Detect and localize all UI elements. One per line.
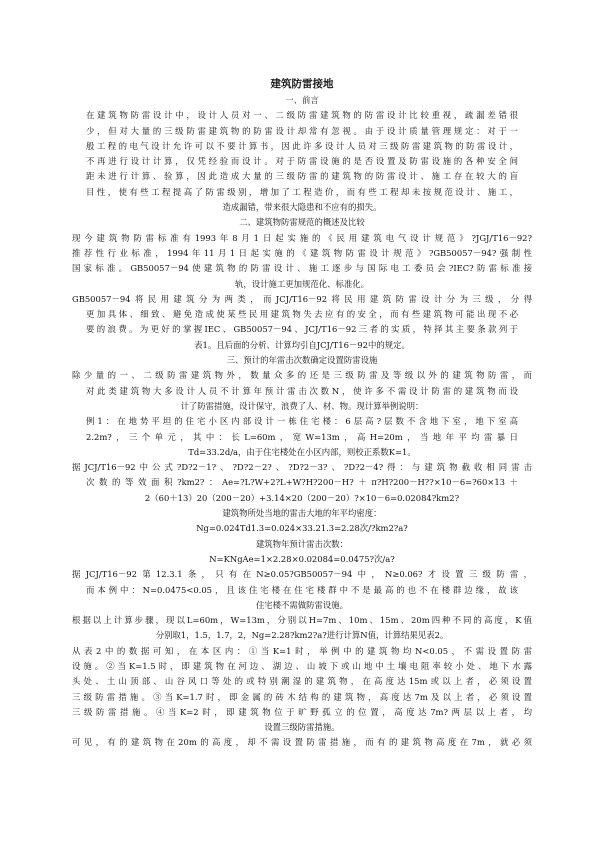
text-line: 根据以上计算步骤，现以L=60m，W=13m，分别以H=7m、10m、15m、20m四种不同的高度，K值 bbox=[72, 615, 532, 626]
text-line: 据JCJ/T16－92第12.3.1条，只有在N≥0.05?GB50057－94中，N≥0.06?才设置三级防雷， bbox=[72, 569, 532, 580]
text-line: 轨，设计施工更加规范化、标准化。 bbox=[235, 278, 369, 289]
text-line: 头处、土山顶部、山谷风口等处的或特别潮湿的建筑物，在高度达15m或以上者，必须设置 bbox=[72, 676, 532, 687]
text-line: 更加具体、细致、避免造成使某些民用建筑物失去应有的安全，而有些建筑物可能出现不必 bbox=[86, 309, 518, 320]
text-line: 距未进行计算、验算，因此造成大量的三级防雷的建筑物的防雷设计、施工存在较大的盲 bbox=[86, 171, 518, 182]
text-line: 2（60＋13）20（200－20）+3.14×20（200－20）?×10－6=0.02084?km2? bbox=[144, 492, 460, 503]
text-line: GB50057－94将民用建筑分为两类，而JCJ/T16－92将民用建筑防雷设计分为三级，分得 bbox=[72, 293, 532, 304]
text-line: 可见，有的建筑物在20m的高度，却不需设置防雷措施，而有的建筑物高度在7m，就必须 bbox=[72, 737, 532, 748]
text-line: 现今建筑物防雷标准有1993年8月1日起实施的《民用建筑电气设计规范》?JGJ/T16－92? bbox=[72, 232, 532, 243]
text-line: 而本例中：N=0.0475<0.05，且该住宅楼在住宅楼群中不是最高的也不在楼群边缘，故该 bbox=[86, 584, 518, 595]
text-line: 次数的等效面积?km2?：Ae=?L?W+2?L+W?H?200－H?＋π?H?200－H??×10－6=?60×13＋ bbox=[86, 477, 518, 488]
document-title: 建筑防雷接地 bbox=[270, 78, 334, 90]
text-line: 分别取1，1.5，1.7，2，Ng=2.28?km2?a?进行计算N值，计算结果见表2。 bbox=[155, 630, 449, 641]
text-line: 般工程的电气设计允许可以不要计算书，因此许多设计人员对三级防雷建筑物的防雷设计， bbox=[86, 140, 518, 151]
text-line: 2.2m?，三个单元，其中：长L=60m，宽W=13m，高H=20m，当地年平均雷暴日 bbox=[86, 431, 518, 442]
text-line: 国家标准。GB50057－94使建筑物的防雷设计、施工逐步与国际电工委员会?IEC?防雷标准接 bbox=[72, 263, 532, 274]
text-line: 目性，使有些工程提高了防雷级别，增加了工程造价，而有些工程却未按规范设计、施工， bbox=[86, 186, 518, 197]
text-line: 除少量的一、二级防雷建筑物外，数量众多的还是三级防雷及等级以外的建筑物防雷，而 bbox=[72, 370, 532, 381]
document-body bbox=[72, 93, 532, 751]
text-line: N=KNgAe=1×2.28×0.02084=0.0475?次/a? bbox=[209, 553, 395, 564]
text-line: 住宅楼不需做防雷设施。 bbox=[255, 599, 349, 610]
text-line: 三级防雷措施。④当K=2时，即建筑物位于旷野孤立的位置，高度达7m?两层以上者，均 bbox=[72, 706, 532, 717]
text-line: 表1。且后面的分析、计算均引自JCJ/T16－92中的规定。 bbox=[194, 339, 410, 350]
text-line: 要的浪费。为更好的掌握IEC、GB50057－94、JCJ/T16－92三者的实质，特择其主要条款列于 bbox=[86, 324, 518, 335]
section-heading: 二、建筑物防雷规范的概述及比较 bbox=[239, 217, 365, 228]
text-line: 从表2中的数据可知，在本区内：①当K=1时，举例中的建筑物均N<0.05，不需设置防雷 bbox=[72, 645, 532, 656]
text-line: 设施。②当K=1.5时，即建筑物在河边、湖边、山坡下或山地中土壤电阻率较小处、地下水露 bbox=[72, 660, 532, 671]
section-heading: 三、预计的年雷击次数确定设置防雷设施 bbox=[226, 355, 378, 366]
text-line: 不再进行设计计算，仅凭经验而设计。对于防雷设施的是否设置及防雷设施的各种安全间 bbox=[86, 156, 518, 167]
text-line: Td=33.2d/a，由于住宅楼处在小区内部，则校正系数K=1。 bbox=[188, 446, 416, 457]
text-line: Ng=0.024Td1.3=0.024×33.21.3=2.28次/?km2?a? bbox=[196, 523, 408, 534]
document-page bbox=[72, 77, 532, 751]
text-line: 对此类建筑物大多设计人员不计算年预计雷击次数N，使许多不需设计防雷的建筑物而设 bbox=[86, 385, 518, 396]
text-line: 据JCJ/T16－92中公式?D?2－1?、?D?2－2?、?D?2－3?、?D?2－4?得：与建筑物截收相同雷击 bbox=[72, 462, 532, 473]
text-line: 建筑物所处当地的雷击大地的年平均密度： bbox=[222, 508, 382, 519]
text-line: 计了防雷措施，设计保守，浪费了人、材、物。现计算举例说明： bbox=[180, 400, 424, 411]
text-line: 建筑物年预计雷击次数： bbox=[255, 538, 349, 549]
text-line: 例1：在地势平坦的住宅小区内部设计一栋住宅楼：6层高?层数不含地下室，地下室高 bbox=[86, 416, 518, 427]
section-heading: 一、前言 bbox=[285, 95, 319, 105]
text-line: 设置三级防雷措施。 bbox=[264, 722, 340, 733]
text-line: 少，但对大量的三级防雷建筑物的防雷设计却常有忽视。由于设计质量管理规定：对于一 bbox=[86, 125, 518, 136]
text-line: 推荐性行业标准，1994年11月1日起实施的《建筑物防雷设计规范》?GB50057－94?强制性 bbox=[72, 247, 532, 258]
text-line: 造成漏错，带来很大隐患和不应有的损失。 bbox=[222, 202, 382, 213]
text-line: 在建筑物防雷设计中，设计人员对一、二级防雷建筑物的防雷设计比较重视，疏漏差错很 bbox=[86, 110, 518, 121]
text-line: 三级防雷措施。③当K=1.7时，即金属的砖木结构的建筑物，高度达7m及以上者，必须设置 bbox=[72, 691, 532, 702]
